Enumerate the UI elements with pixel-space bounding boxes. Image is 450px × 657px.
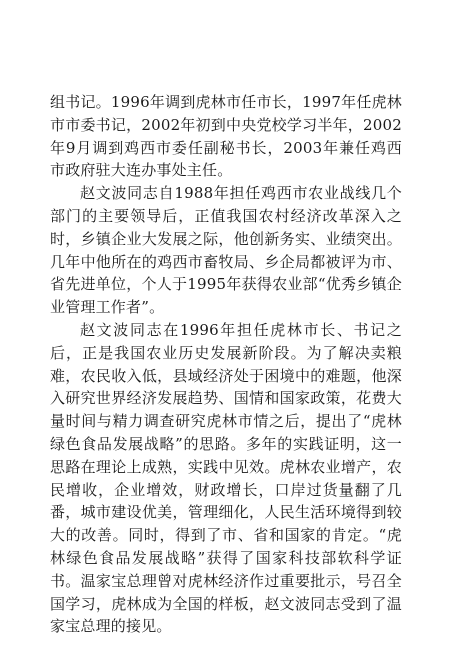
paragraph-3: 赵文波同志在1996年担任虎林市长、书记之后，正是我国农业历史发展新阶段。为了解决卖粮难，农民收入低，县域经济处于困境中的难题，他深入研究世界经济发展趋势、国情和国家政策，花费大量时间与精力调查研究虎林市情之后，提出了“虎林绿色食品发展战略”的思路。多年的实践证明，这一思路在理论上成熟，实践中见效。虎林农业增产，农民增收，企业增效，财政增长，口岸过货量翻了几番，城市建设优美，管理细化，人民生活环境得到较大的改善。同时，得到了市、省和国家的肯定。“虎林绿色食品发展战略”获得了国家科技部软科学证书。温家宝总理曾对虎林经济作过重要批示，号召全国学习，虎林成为全国的样板，赵文波同志受到了温家宝总理的接见。 <box>50 320 402 636</box>
paragraph-1: 组书记。1996年调到虎林市任市长，1997年任虎林市市委书记，2002年初到中央党校学习半年，2002年9月调到鸡西市委任副秘书长，2003年兼任鸡西市政府驻大连办事处主任。 <box>50 93 402 180</box>
document-body <box>50 91 402 638</box>
paragraph-2: 赵文波同志自1988年担任鸡西市农业战线几个部门的主要领导后，正值我国农村经济改革深入之时，乡镇企业大发展之际，他创新务实、业绩突出。几年中他所在的鸡西市畜牧局、乡企局都被评为市、省先进单位，个人于1995年获得农业部“优秀乡镇企业管理工作者”。 <box>50 184 402 317</box>
